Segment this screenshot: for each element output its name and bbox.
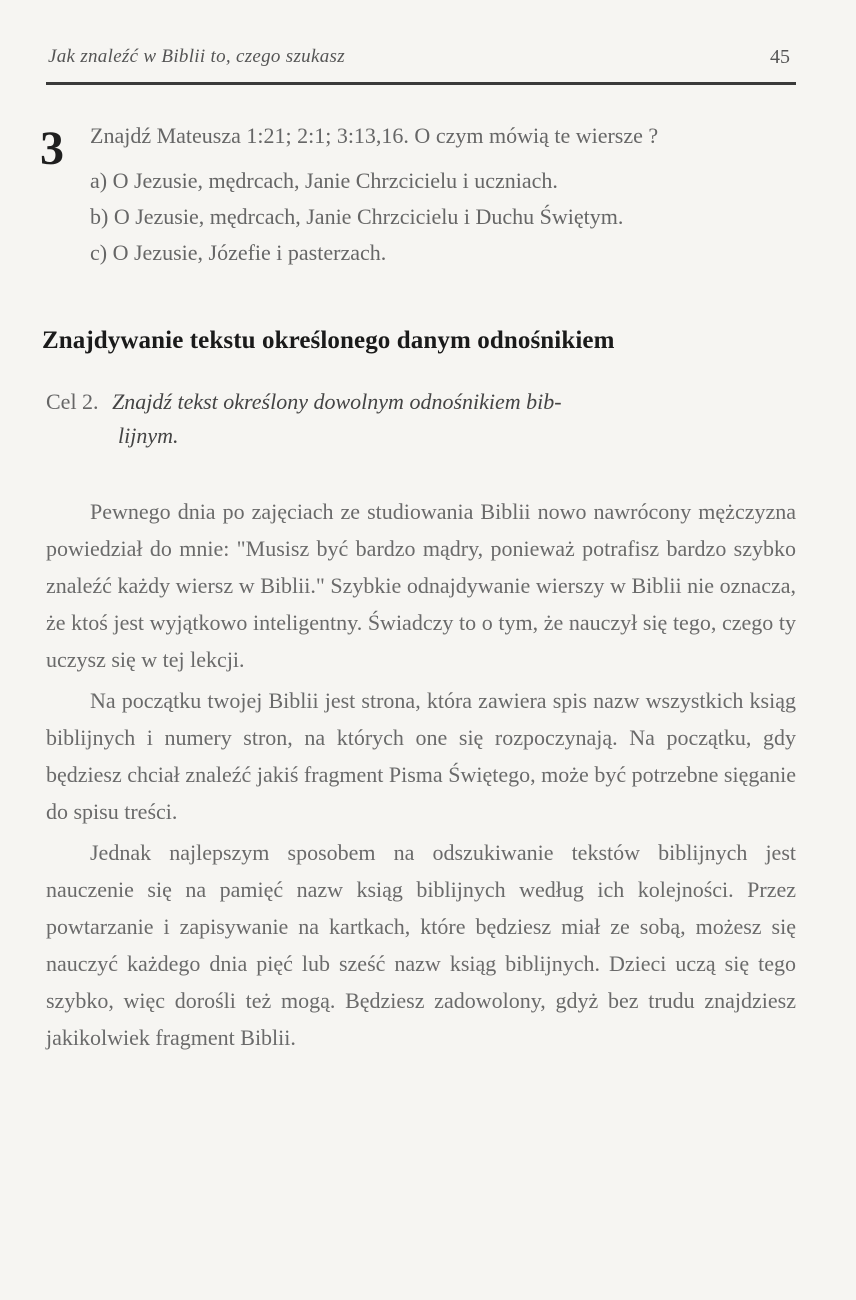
goal-text-line2: lijnym. <box>118 423 179 448</box>
body-text <box>46 493 796 1056</box>
option-c: c) O Jezusie, Józefie i pasterzach. <box>90 240 387 265</box>
goal-text-line1: Znajdź tekst określony dowolnym odnośnikiem bib- <box>112 389 562 414</box>
running-title: Jak znaleźć w Biblii to, czego szukasz <box>48 46 345 67</box>
paragraph-1: Pewnego dnia po zajęciach ze studiowania Biblii nowo nawrócony mężczyzna powiedział do mnie: "Musisz być bardzo mądry, ponieważ potrafisz bardzo szybko znaleźć każdy wiersz w Biblii." Szybkie odnajdywanie wierszy w Biblii nie oznacza, że ktoś jest wyjątkowo inteligentny. Świadczy to o tym, że nauczył się tego, czego ty uczysz się w tej lekcji. <box>46 499 796 672</box>
option-a: a) O Jezusie, mędrcach, Janie Chrzcicielu i uczniach. <box>90 168 558 193</box>
section-heading: Znajdywanie tekstu określonego danym odnośnikiem <box>42 327 615 354</box>
page-header <box>46 34 796 82</box>
option-b: b) O Jezusie, mędrcach, Janie Chrzcicielu i Duchu Świętym. <box>90 204 624 229</box>
exercise-number: 3 <box>40 122 64 175</box>
header-rule <box>46 82 796 85</box>
paragraph-2: Na początku twojej Biblii jest strona, która zawiera spis nazw wszystkich ksiąg biblijnych i numery stron, na których one się rozpoczynają. Na początku, gdy będziesz chciał znaleźć jakiś fragment Pisma Świętego, może być potrzebne sięganie do spisu treści. <box>46 688 796 824</box>
exercise-options <box>90 163 796 271</box>
paragraph-3: Jednak najlepszym sposobem na odszukiwanie tekstów biblijnych jest nauczenie się na pamięć nazw ksiąg biblijnych według ich kolejności. Przez powtarzanie i zapisywanie na kartkach, które będziesz miał ze sobą, możesz się nauczyć każdego dnia pięć lub sześć nazw ksiąg biblijnych. Dzieci uczą się tego szybko, więc dorośli też mogą. Będziesz zadowolony, gdyż bez trudu znajdziesz jakikolwiek fragment Biblii. <box>46 840 796 1050</box>
page-number: 45 <box>770 46 790 68</box>
goal <box>46 385 796 453</box>
book-page <box>40 34 796 1060</box>
exercise-question: Znajdź Mateusza 1:21; 2:1; 3:13,16. O czym mówią te wiersze ? <box>90 123 659 148</box>
goal-label: Cel 2. <box>46 389 99 414</box>
exercise-3 <box>40 121 796 271</box>
